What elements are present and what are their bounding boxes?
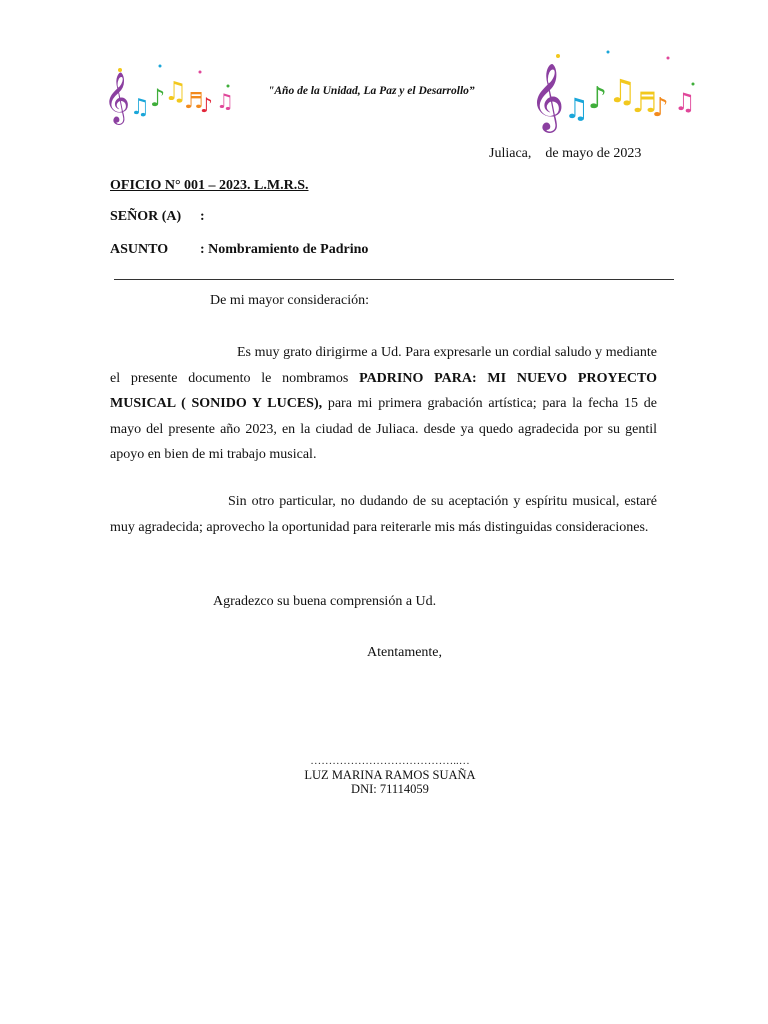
subject-value: : Nombramiento de Padrino <box>200 242 369 257</box>
subject-field <box>110 242 368 258</box>
signer-name: LUZ MARINA RAMOS SUAÑA <box>304 768 476 782</box>
body-paragraph-1 <box>110 340 657 468</box>
svg-text:♫: ♫ <box>674 88 696 116</box>
date-line <box>489 146 641 162</box>
signature-dots: …………………………………..… <box>310 755 470 767</box>
svg-text:♫: ♫ <box>164 77 188 107</box>
svg-text:♫: ♫ <box>130 95 150 120</box>
date-city: Juliaca, <box>489 146 532 161</box>
divider-line <box>114 279 674 280</box>
greeting: De mi mayor consideración: <box>210 293 370 308</box>
paragraph-2-text: Sin otro particular, no dudando de su aceptación y espíritu musical, estaré muy agradecida; aprovecho la oportunidad para reiterarle mis más distinguidas consideraciones. <box>110 494 657 535</box>
paragraph-1-text-a: Es muy grato dirigirme a Ud. Para expresarle un cordial saludo y mediante el presente documento le nombramos <box>110 345 657 386</box>
recipient-field <box>110 209 205 225</box>
svg-text:𝄞: 𝄞 <box>104 72 131 123</box>
svg-text:♬: ♬ <box>184 89 204 114</box>
signer-dni: DNI: 71114059 <box>351 782 429 796</box>
svg-text:♫: ♫ <box>608 72 637 110</box>
body-paragraph-2 <box>110 489 657 540</box>
music-notes-right-icon <box>528 44 703 136</box>
recipient-label: SEÑOR (A) <box>110 209 182 224</box>
music-notes-left-icon <box>100 56 240 126</box>
svg-text:♬: ♬ <box>632 86 658 119</box>
svg-text:𝄞: 𝄞 <box>530 62 565 130</box>
svg-text:♪: ♪ <box>200 93 213 117</box>
office-reference: OFICIO N° 001 – 2023. L.M.R.S. <box>110 178 309 193</box>
recipient-value: : <box>200 209 205 224</box>
closing-line: Atentamente, <box>367 645 443 660</box>
paragraph-1-text-b: para mi primera grabación artística; para la fecha 15 de mayo del presente año 2023, en la ciudad de Juliaca. desde ya quedo agradecida por su gentil apoyo en bien de mi trabajo musical. <box>110 396 657 462</box>
svg-text:♪: ♪ <box>588 81 608 116</box>
paragraph-1-bold: PADRINO PARA: MI NUEVO PROYECTO MUSICAL ( SONIDO Y LUCES), <box>110 370 657 411</box>
signature-block <box>300 754 480 796</box>
svg-text:♪: ♪ <box>652 93 669 123</box>
svg-text:♫: ♫ <box>564 92 590 125</box>
year-motto: "Año de la Unidad, La Paz y el Desarrollo” <box>268 85 475 97</box>
date-rest: de mayo de 2023 <box>545 146 642 161</box>
svg-text:♫: ♫ <box>216 89 234 113</box>
thanks-line: Agradezco su buena comprensión a Ud. <box>213 594 437 609</box>
subject-label: ASUNTO <box>110 242 169 257</box>
svg-text:♪: ♪ <box>150 84 166 112</box>
